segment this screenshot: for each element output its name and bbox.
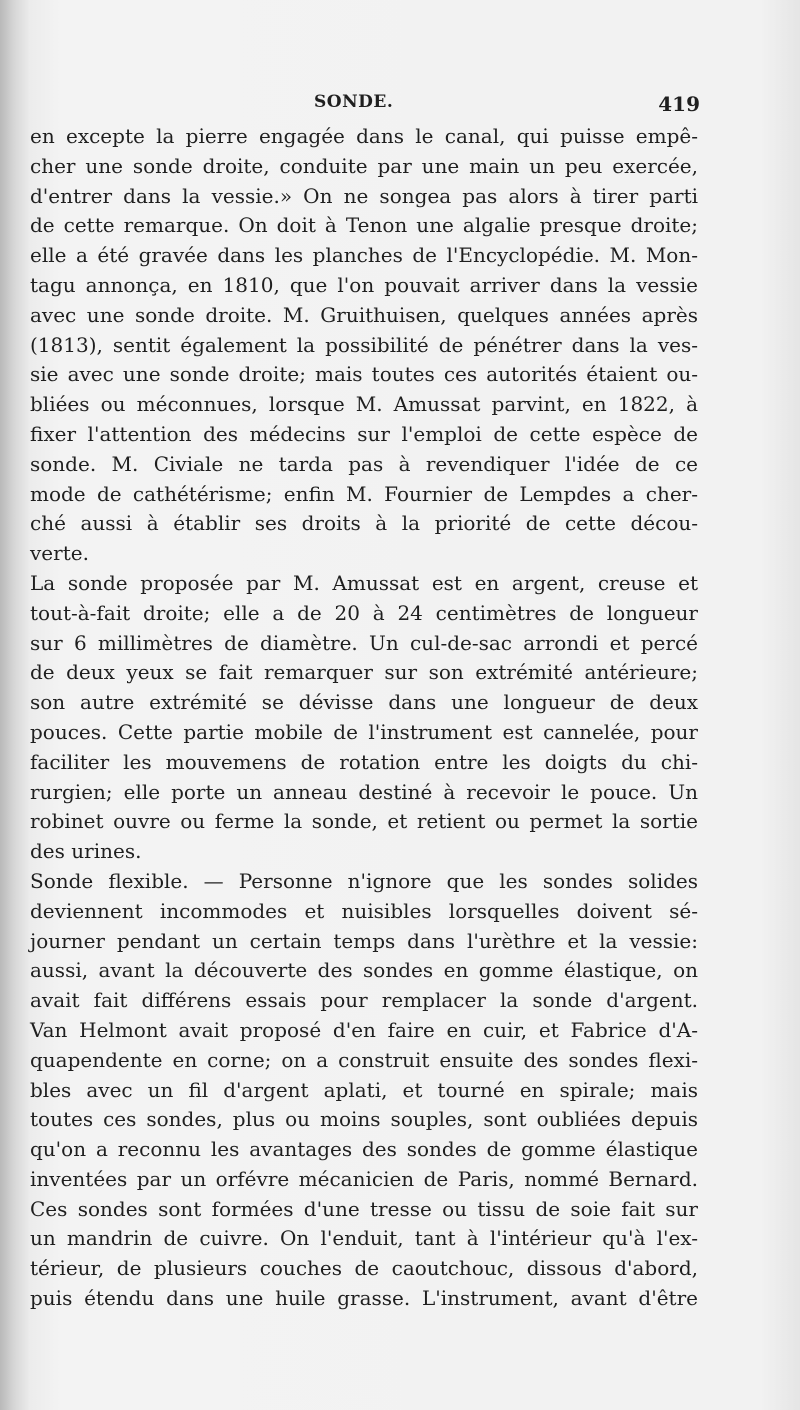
text-line: avait fait différens essais pour remplacer la sonde d'argent. [30, 988, 698, 1013]
text-line: verte. [30, 541, 89, 566]
text-line: avec une sonde droite. M. Gruithuisen, quelques années après [30, 302, 698, 327]
text-line: (1813), sentit également la possibilité de pénétrer dans la ves- [30, 332, 698, 357]
text-line: faciliter les mouvemens de rotation entre les doigts du chi- [30, 749, 698, 774]
text-line: puis étendu dans une huile grasse. L'instrument, avant d'être [30, 1286, 698, 1311]
page-header [38, 92, 700, 122]
text-line: journer pendant un certain temps dans l'urèthre et la vessie: [30, 928, 698, 953]
text-line: aussi, avant la découverte des sondes en gomme élastique, on [30, 958, 698, 983]
text-line: térieur, de plusieurs couches de caoutchouc, dissous d'abord, [30, 1256, 698, 1281]
page-number: 419 [658, 92, 700, 116]
text-line: bles avec un fil d'argent aplati, et tourné en spirale; mais [30, 1077, 698, 1102]
text-line: mode de cathétérisme; enfin M. Fournier de Lempdes a cher- [30, 481, 698, 506]
text-line: un mandrin de cuivre. On l'enduit, tant à l'intérieur qu'à l'ex- [30, 1226, 698, 1251]
text-line: sie avec une sonde droite; mais toutes ces autorités étaient ou- [30, 362, 698, 387]
text-line: des urines. [30, 839, 142, 864]
text-line: en excepte la pierre engagée dans le canal, qui puisse empê- [30, 124, 698, 148]
running-head: SONDE. [314, 92, 394, 112]
text-line: sonde. M. Civiale ne tarda pas à revendiquer l'idée de ce [30, 451, 698, 476]
text-line: pouces. Cette partie mobile de l'instrument est cannelée, pour [30, 719, 698, 744]
text-line: deviennent incommodes et nuisibles lorsquelles doivent sé- [30, 898, 698, 923]
text-line: de deux yeux se fait remarquer sur son extrémité antérieure; [30, 660, 698, 685]
text-line: Ces sondes sont formées d'une tresse ou tissu de soie fait sur [30, 1196, 698, 1221]
text-line: de cette remarque. On doit à Tenon une algalie presque droite; [30, 213, 698, 238]
text-line: sur 6 millimètres de diamètre. Un cul-de-sac arrondi et percé [30, 630, 698, 655]
text-line: tout-à-fait droite; elle a de 20 à 24 centimètres de longueur [30, 600, 698, 625]
text-line: ché aussi à établir ses droits à la priorité de cette décou- [30, 511, 698, 536]
text-line: son autre extrémité se dévisse dans une longueur de deux [30, 690, 698, 715]
text-line: Van Helmont avait proposé d'en faire en cuir, et Fabrice d'A- [30, 1017, 698, 1042]
text-line: qu'on a reconnu les avantages des sondes de gomme élastique [30, 1137, 698, 1162]
text-line: fixer l'attention des médecins sur l'emploi de cette espèce de [30, 421, 698, 446]
text-line: elle a été gravée dans les planches de l'Encyclopédie. M. Mon- [30, 243, 698, 268]
text-line: La sonde proposée par M. Amussat est en argent, creuse et [30, 570, 698, 595]
text-line: inventées par un orfévre mécanicien de Paris, nommé Bernard. [30, 1166, 698, 1191]
text-line: toutes ces sondes, plus ou moins souples, sont oubliées depuis [30, 1107, 698, 1132]
text-line: cher une sonde droite, conduite par une main un peu exercée, [30, 153, 698, 178]
text-line: robinet ouvre ou ferme la sonde, et retient ou permet la sortie [30, 809, 698, 834]
text-line: d'entrer dans la vessie.» On ne songea pas alors à tirer parti [30, 183, 698, 208]
text-line: bliées ou méconnues, lorsque M. Amussat parvint, en 1822, à [30, 392, 698, 417]
body-text [30, 122, 698, 1314]
section-heading-line: Sonde flexible. — Personne n'ignore que les sondes solides [30, 868, 698, 893]
text-line: rurgien; elle porte un anneau destiné à recevoir le pouce. Un [30, 779, 698, 804]
text-line: quapendente en corne; on a construit ensuite des sondes flexi- [30, 1047, 698, 1072]
text-line: tagu annonça, en 1810, que l'on pouvait arriver dans la vessie [30, 272, 698, 297]
